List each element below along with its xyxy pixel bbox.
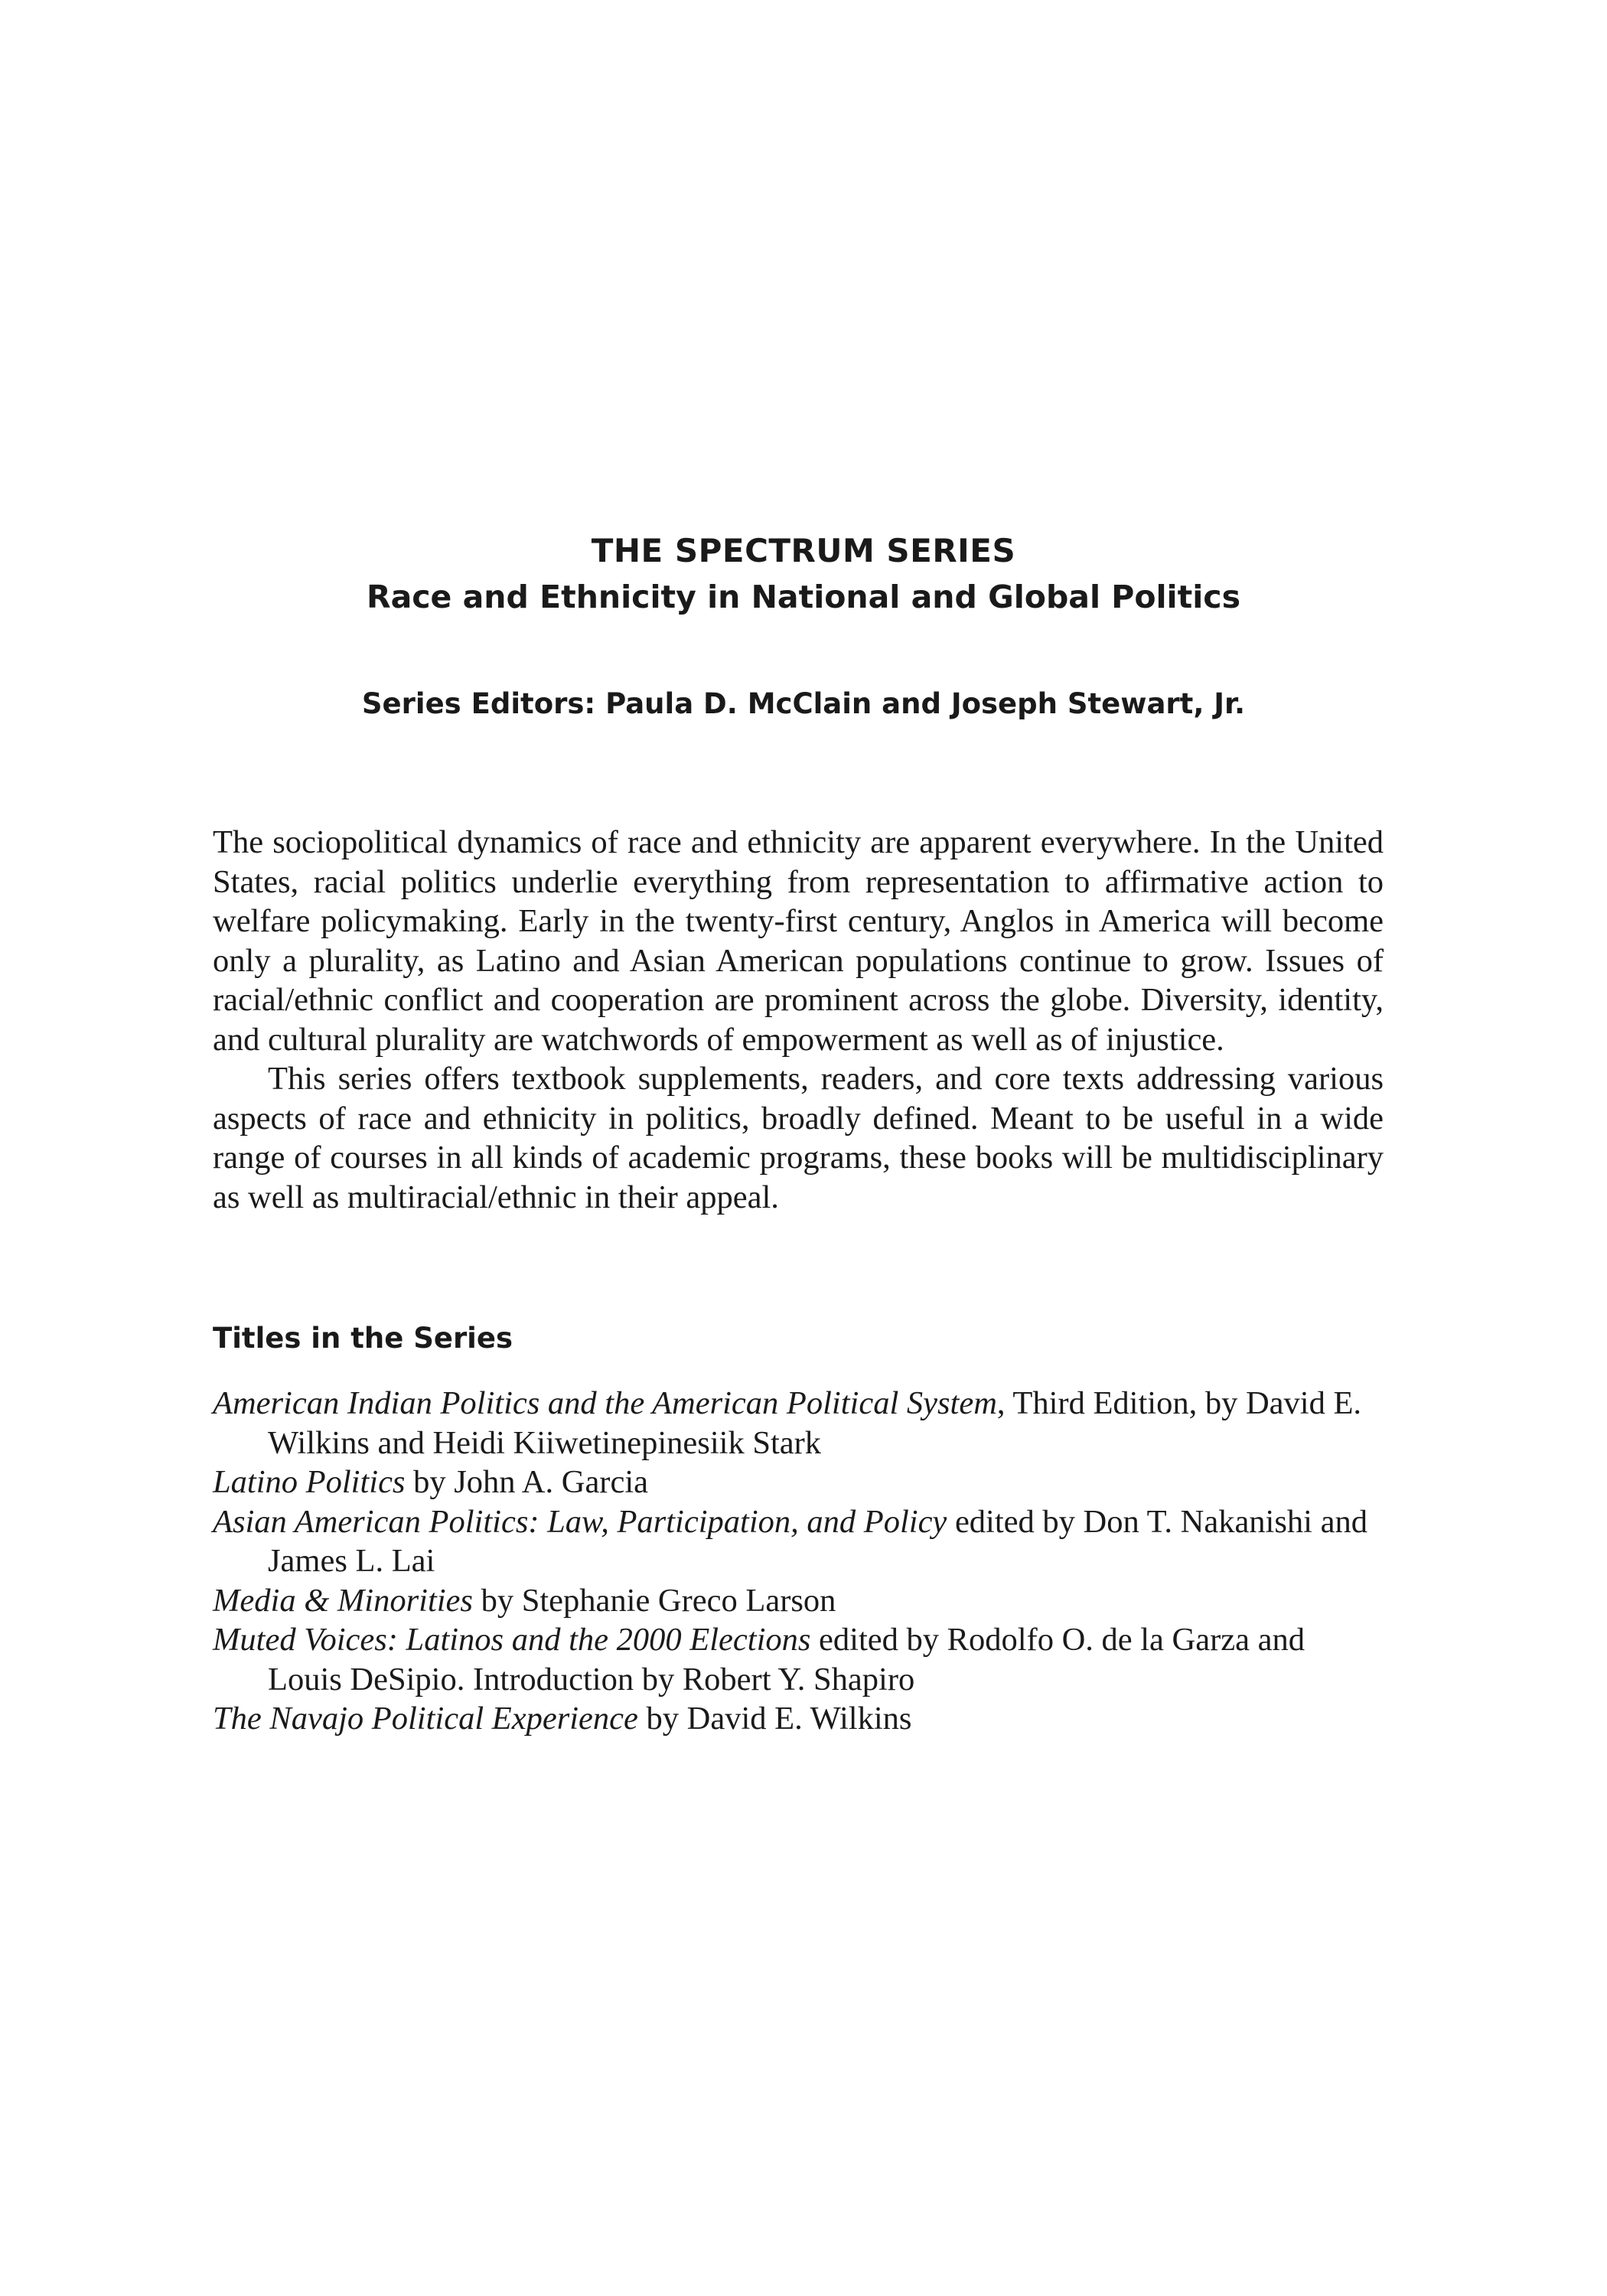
book-title: Latino Politics [213,1464,406,1500]
title-entry [213,1620,1384,1699]
series-editors: Series Editors: Paula D. McClain and Joseph Stewart, Jr. [361,687,1246,720]
book-credit: edited by Rodolfo O. de la Garza and Louis DeSipio. Introduction by Robert Y. Shapiro [268,1622,1305,1698]
title-entry [213,1699,1384,1739]
series-title: THE SPECTRUM SERIES [591,532,1016,569]
book-credit: by Stephanie Greco Larson [472,1582,836,1619]
book-title: Muted Voices: Latinos and the 2000 Elections [213,1622,811,1658]
titles-heading: Titles in the Series [213,1322,513,1355]
titles-list [213,1384,1384,1739]
title-entry [213,1502,1384,1581]
title-entry [213,1463,1384,1502]
book-title: American Indian Politics and the American Political System [213,1385,997,1421]
book-title: The Navajo Political Experience [213,1701,638,1737]
description-paragraph-1: The sociopolitical dynamics of race and ethnicity are apparent everywhere. In the United States, racial politics underlie everything from representation to affirmative action to welfare policymaking. Early in the twenty-first century, Anglos in America will become only a plurality, as Latino and Asian American populations continue to grow. Issues of racial/ethnic conflict and cooperation are prominent across the globe. Diversity, identity, and cultural plurality are watchwords of empowerment as well as of injustice. [213,824,1384,1058]
book-credit: by John A. Garcia [405,1464,648,1500]
book-credit: by David E. Wilkins [637,1701,912,1737]
series-description [213,823,1384,1217]
title-entry [213,1581,1384,1621]
book-credit: , Third Edition, by David E. Wilkins and Heidi Kiiwetinepinesiik Stark [268,1385,1362,1461]
description-paragraph-2: This series offers textbook supplements, readers, and core texts addressing various aspects of race and ethnicity in politics, broadly defined. Meant to be useful in a wide range of courses in all kinds of academic programs, these books will be multidisciplinary as well as multiracial/ethnic in their appeal. [213,1061,1384,1215]
book-credit: edited by Don T. Nakanishi and James L. Lai [268,1503,1367,1579]
book-title: Asian American Politics: Law, Participation, and Policy [213,1503,947,1540]
book-title: Media & Minorities [213,1582,473,1619]
series-subtitle: Race and Ethnicity in National and Global Politics [367,579,1240,615]
title-entry [213,1384,1384,1463]
series-header [0,528,1607,620]
